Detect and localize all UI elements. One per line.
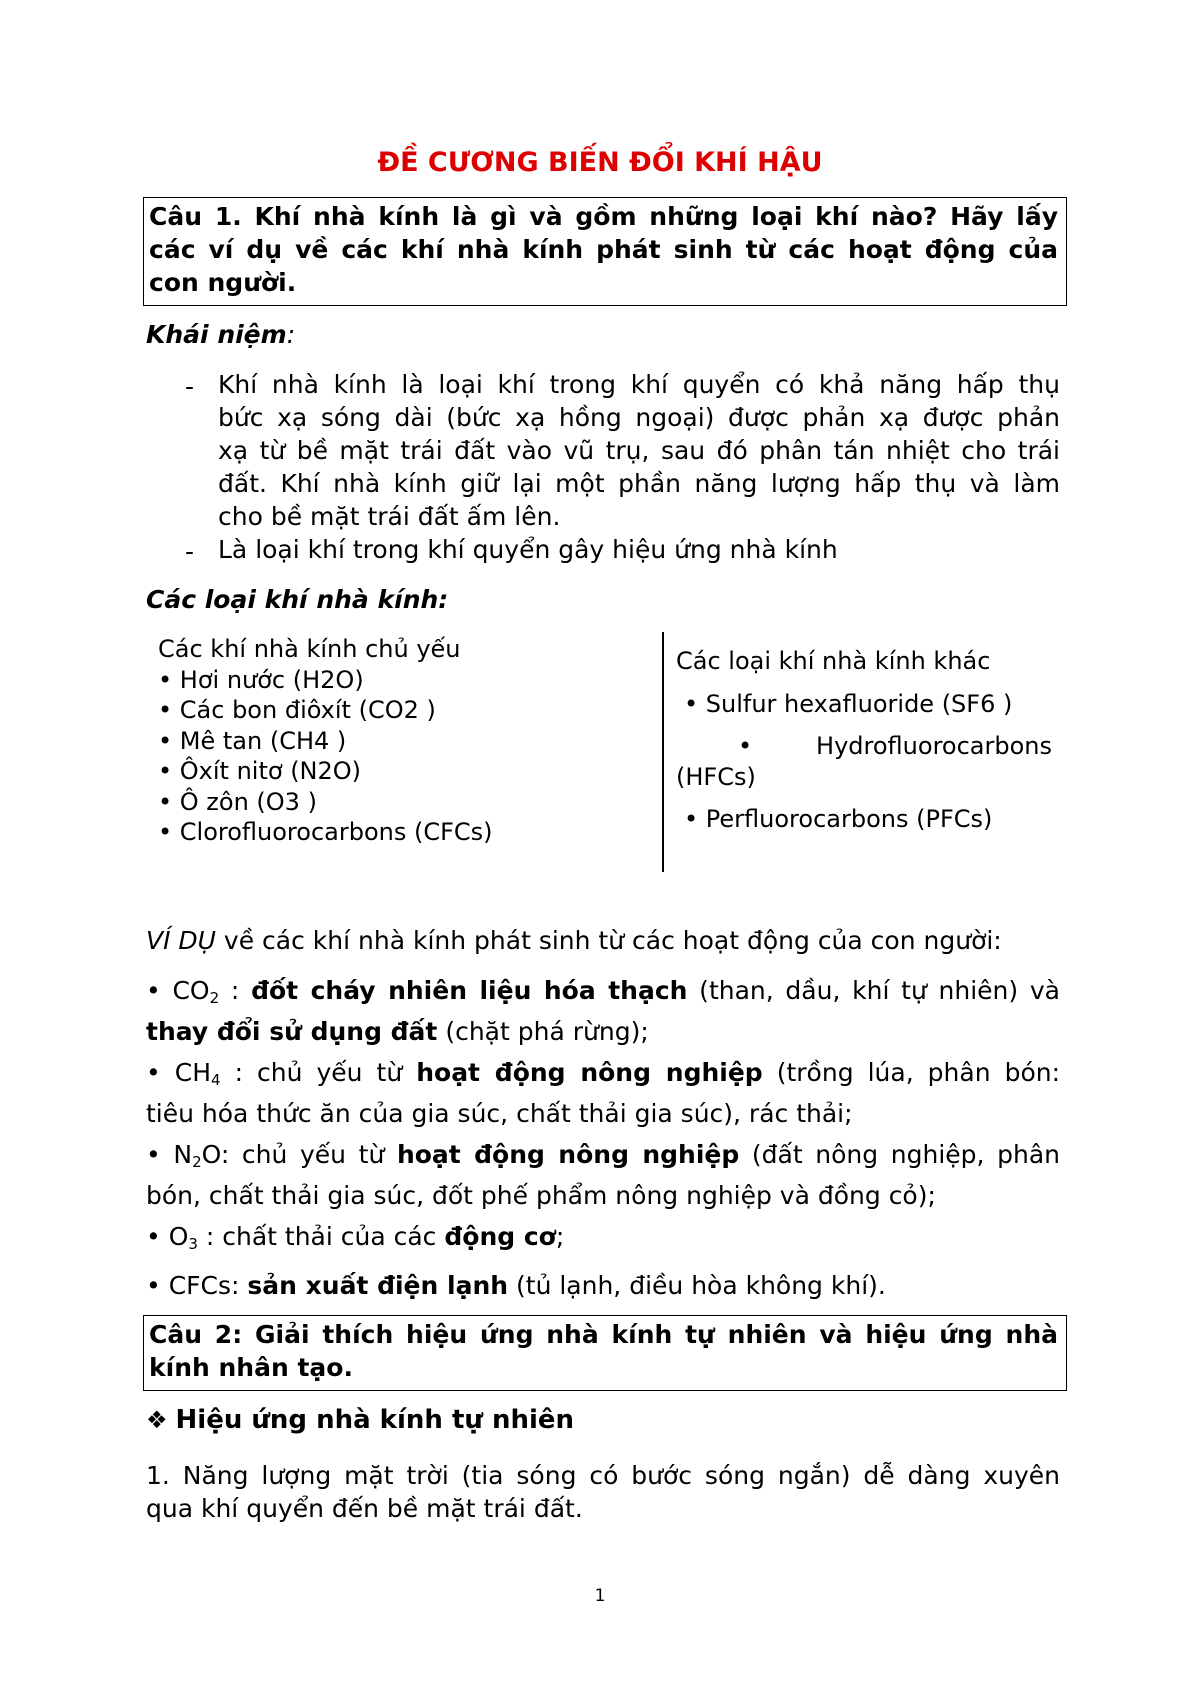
question-1-line: con người. xyxy=(149,268,297,297)
example-text: (than, dầu, khí tự nhiên) và xyxy=(687,976,1060,1005)
question-2-box xyxy=(143,1315,1067,1391)
subscript: 4 xyxy=(211,1071,221,1089)
concept-item-1 xyxy=(218,368,1060,533)
example-emphasis: hoạt động nông nghiệp xyxy=(396,1140,740,1169)
other-gases-title: Các loại khí nhà kính khác xyxy=(676,647,991,675)
natural-effect-heading xyxy=(146,1403,574,1437)
bullet: • xyxy=(738,732,753,760)
concept-heading-colon: : xyxy=(286,320,296,349)
main-gas-item: • Ôxít nitơ (N2O) xyxy=(158,757,362,785)
question-1-line: các ví dụ về các khí nhà kính phát sinh từ các hoạt động của xyxy=(149,235,1058,264)
list-bullet: - xyxy=(185,372,195,401)
main-gases-title: Các khí nhà kính chủ yếu xyxy=(158,635,461,663)
main-gas-item: • Clorofluorocarbons (CFCs) xyxy=(158,818,493,846)
subscript: 2 xyxy=(209,989,220,1007)
example-emphasis: động cơ xyxy=(444,1222,556,1251)
example-text: : chất thải của các xyxy=(197,1222,445,1251)
paragraph-line: 1. Năng lượng mặt trời (tia sóng có bước sóng ngắn) dễ dàng xuyên xyxy=(146,1461,1060,1490)
example-text: O: chủ yếu từ xyxy=(201,1140,397,1169)
paragraph-line: cho bề mặt trái đất ấm lên. xyxy=(218,502,561,531)
example-bullet: • CH xyxy=(146,1058,212,1087)
main-gas-item: • Hơi nước (H2O) xyxy=(158,665,364,694)
main-gas-item: • Mê tan (CH4 ) xyxy=(158,726,347,755)
paragraph-line: xạ từ bề mặt trái đất vào vũ trụ, sau đó phân tán nhiệt cho trái xyxy=(218,436,1060,465)
example-emphasis: sản xuất điện lạnh xyxy=(247,1271,509,1300)
paragraph-line: Khí nhà kính là loại khí trong khí quyển có khả năng hấp thụ xyxy=(218,370,1060,399)
paragraph-line: bức xạ sóng dài (bức xạ hồng ngoại) được phản xạ được phản xyxy=(218,403,1060,432)
other-gas-item: • Sulfur hexafluoride (SF6 ) xyxy=(684,689,1013,718)
examples-intro-text: về các khí nhà kính phát sinh từ các hoạt động của con người: xyxy=(215,926,1002,955)
paragraph-line: qua khí quyển đến bề mặt trái đất. xyxy=(146,1494,583,1523)
other-gases-column xyxy=(676,646,1052,835)
example-bullet: • CFCs: xyxy=(146,1271,248,1300)
paragraph-line: đất. Khí nhà kính giữ lại một phần năng lượng hấp thụ và làm xyxy=(218,469,1060,498)
example-cfcs xyxy=(146,1269,1060,1302)
question-1-box xyxy=(143,197,1067,306)
example-emphasis: đốt cháy nhiên liệu hóa thạch xyxy=(251,976,688,1005)
example-text: bón, chất thải gia súc, đốt phế phẩm nông nghiệp và đồng cỏ); xyxy=(146,1181,936,1210)
example-ch4 xyxy=(146,1056,1060,1130)
example-co2 xyxy=(146,974,1060,1048)
other-gas-item: • Perfluorocarbons (PFCs) xyxy=(684,805,993,833)
example-text: (đất nông nghiệp, phân xyxy=(739,1140,1061,1169)
example-text: (trồng lúa, phân bón: xyxy=(762,1058,1061,1087)
main-gas-item: • Các bon điôxít (CO2 ) xyxy=(158,696,436,724)
concept-item-2: Là loại khí trong khí quyển gây hiệu ứng nhà kính xyxy=(218,535,838,564)
example-n2o xyxy=(146,1138,1060,1212)
example-emphasis: hoạt động nông nghiệp xyxy=(416,1058,763,1087)
example-bullet: • O xyxy=(146,1222,189,1251)
diamond-bullet-icon: ❖ xyxy=(146,1406,168,1434)
example-o3 xyxy=(146,1220,1060,1261)
page-number: 1 xyxy=(594,1586,606,1606)
question-1-line: Câu 1. Khí nhà kính là gì và gồm những loại khí nào? Hãy lấy xyxy=(149,202,1058,231)
example-text: : xyxy=(219,976,252,1005)
example-text: tiêu hóa thức ăn của gia súc, chất thải gia súc), rác thải; xyxy=(146,1099,853,1128)
document-title: ĐỀ CƯƠNG BIẾN ĐỔI KHÍ HẬU xyxy=(377,147,823,178)
question-2-line: Câu 2: Giải thích hiệu ứng nhà kính tự nhiên và hiệu ứng nhà xyxy=(149,1320,1058,1349)
subscript: 3 xyxy=(188,1235,198,1253)
other-gas-item xyxy=(676,731,1052,762)
gas-types-heading: Các loại khí nhà kính: xyxy=(146,585,449,614)
main-gas-item: • Ô zôn (O3 ) xyxy=(158,787,317,816)
list-bullet: - xyxy=(185,537,195,566)
example-bullet: • N xyxy=(146,1140,193,1169)
question-2-line: kính nhân tạo. xyxy=(149,1353,353,1382)
example-text: (tủ lạnh, điều hòa không khí). xyxy=(508,1271,886,1300)
examples-intro-label: VÍ DỤ xyxy=(146,926,216,955)
subscript: 2 xyxy=(192,1153,202,1171)
natural-effect-heading-text: Hiệu ứng nhà kính tự nhiên xyxy=(175,1405,575,1435)
natural-effect-paragraph xyxy=(146,1459,1060,1525)
column-divider xyxy=(662,632,664,872)
example-text: (chặt phá rừng); xyxy=(437,1017,649,1046)
example-bullet: • CO xyxy=(146,976,210,1005)
example-text: : chủ yếu từ xyxy=(220,1058,417,1087)
main-gases-column xyxy=(158,634,493,848)
other-gas-item-cont: (HFCs) xyxy=(676,762,756,791)
example-emphasis: thay đổi sử dụng đất xyxy=(146,1017,438,1046)
example-text: ; xyxy=(555,1222,565,1251)
concept-heading xyxy=(146,318,295,352)
concept-heading-text: Khái niệm xyxy=(146,320,287,349)
examples-intro xyxy=(146,924,1060,957)
other-gas-item-text: Hydrofluorocarbons xyxy=(816,732,1052,760)
